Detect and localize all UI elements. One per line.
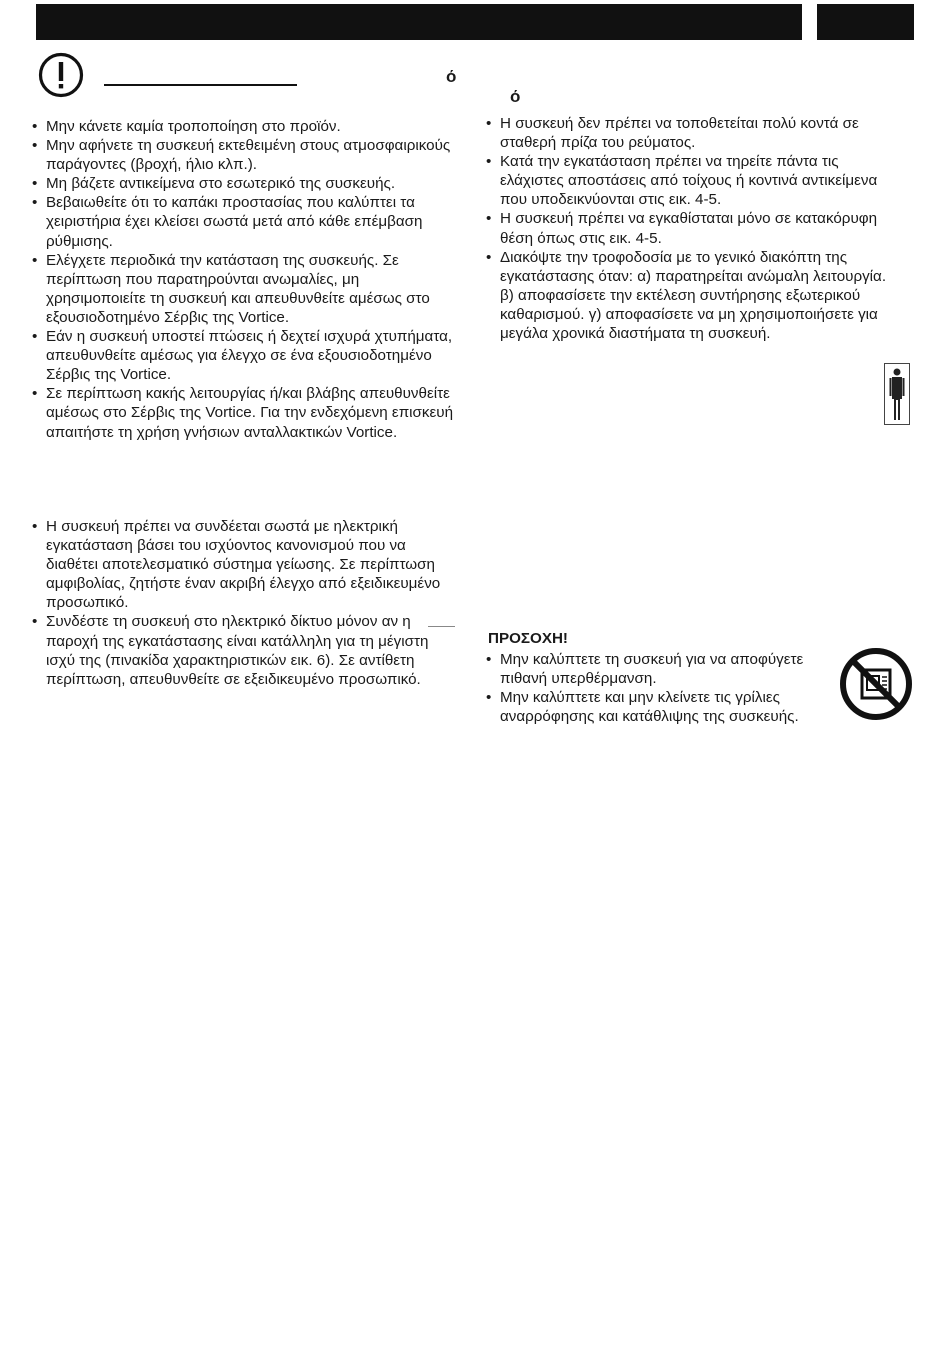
divider: [428, 626, 455, 627]
stray-mark-right: ό: [510, 87, 521, 106]
list-item: • Κατά την εγκατάσταση πρέπει να τηρείτε πάντα τις ελάχιστες αποστάσεις από τοίχους ή κοντινά αντικείμενα που υποδεικνύονται στις εικ. 4-5.: [484, 152, 904, 209]
list-item: • Βεβαιωθείτε ότι το καπάκι προστασίας που καλύπτει τα χειριστήρια έχει κλείσει σωστά μετά από κάθε επέμβαση ρύθμισης.: [30, 193, 460, 250]
exclamation-circle-icon: [38, 52, 84, 98]
list-item: • Εάν η συσκευή υποστεί πτώσεις ή δεχτεί ισχυρά χτυπήματα, απευθυνθείτε αμέσως για έλεγχο σε ένα εξουσιοδοτημένο Σέρβις της Vortice.: [30, 327, 460, 384]
list-item: • Μην αφήνετε τη συσκευή εκτεθειμένη στους ατμοσφαιρικούς παράγοντες (βροχή, ήλιο κλπ.).: [30, 136, 460, 174]
list-item: • Ελέγχετε περιοδικά την κατάσταση της συσκευής. Σε περίπτωση που παρατηρούνται ανωμαλίες, μη χρησιμοποιείτε τη συσκευή και απευθυνθείτε αμέσως στο εξουσιοδοτημένο Σέρβις της Vortice.: [30, 251, 460, 327]
left-electrical-list: [30, 517, 460, 689]
list-item: • Μη βάζετε αντικείμενα στο εσωτερικό της συσκευής.: [30, 174, 460, 193]
list-item: • Διακόψτε την τροφοδοσία με το γενικό διακόπτη της εγκατάστασης όταν: α) παρατηρείται ανώμαλη λειτουργία. β) αποφασίσετε την εκτέλεση συντήρησης εξωτερικού καθαρισμού. γ) αποφασίσετε να μη χρησιμοποιήσετε για μεγάλα χρονικά διαστήματα τη συσκευή.: [484, 248, 904, 343]
person-standing-icon: [884, 363, 910, 425]
left-safety-list: [30, 117, 460, 442]
list-item: • Η συσκευή πρέπει να εγκαθίσταται μόνο σε κατακόρυφη θέση όπως στις εικ. 4-5.: [484, 209, 904, 247]
list-item: • Συνδέστε τη συσκευή στο ηλεκτρικό δίκτυο μόνον αν η παροχή της εγκατάστασης είναι κατάλληλη για τη μέγιστη ισχύ της (πινακίδα χαρακτηριστικών εικ. 6). Σε αντίθετη περίπτωση, απευθυνθείτε σε εξειδικευμένο προσωπικό.: [30, 612, 460, 688]
section-title-rule: [104, 84, 297, 86]
list-item: • Μην καλύπτετε και μην κλείνετε τις γρίλιες αναρρόφησης και κατάθλιψης της συσκευής.: [484, 688, 829, 726]
list-item: • Μην κάνετε καμία τροποποίηση στο προϊόν.: [30, 117, 460, 136]
stray-mark-left: ό: [446, 67, 457, 86]
list-item: • Σε περίπτωση κακής λειτουργίας ή/και βλάβης απευθυνθείτε αμέσως στο Σέρβις της Vortice. Για την ενδεχόμενη επισκευή απαιτήστε τη χρήση γνήσιων ανταλλακτικών Vortice.: [30, 384, 460, 441]
list-item: • Η συσκευή πρέπει να συνδέεται σωστά με ηλεκτρική εγκατάσταση βάσει του ισχύοντος κανονισμού που να διαθέτει αποτελεσματικό σύστημα γείωσης. Σε περίπτωση αμφιβολίας, ζητήστε έναν ακριβή έλεγχο από εξειδικευμένο προσωπικό.: [30, 517, 460, 612]
page-number-bar: [817, 4, 914, 40]
header-bar: [36, 4, 802, 40]
list-item: • Μην καλύπτετε τη συσκευή για να αποφύγετε πιθανή υπερθέρμανση.: [484, 650, 829, 688]
do-not-cover-icon: [838, 646, 914, 722]
right-installation-list: [484, 114, 904, 343]
caution-heading: ΠΡΟΣΟΧΗ!: [488, 630, 568, 647]
list-item: • Η συσκευή δεν πρέπει να τοποθετείται πολύ κοντά σε σταθερή πρίζα του ρεύματος.: [484, 114, 904, 152]
caution-list: [484, 650, 829, 726]
